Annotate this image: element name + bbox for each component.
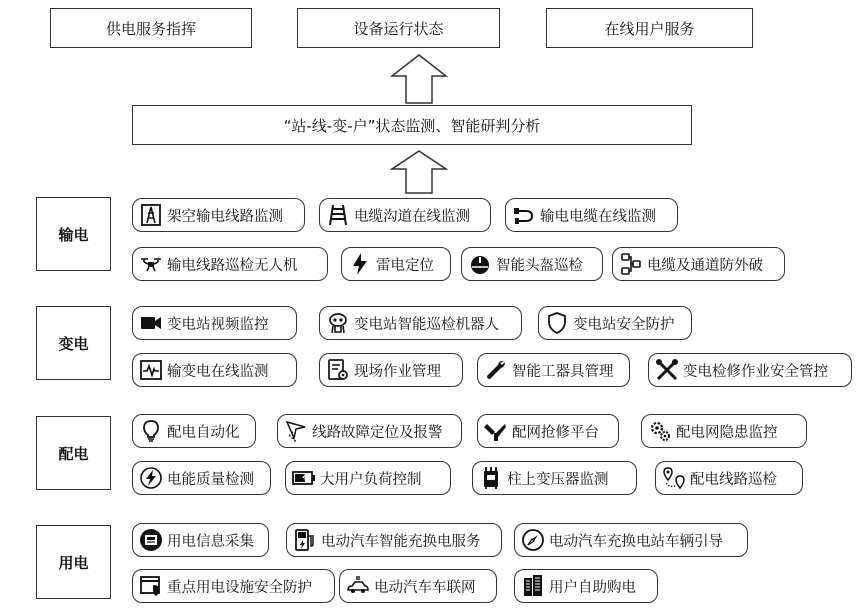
item-label: 线路故障定位及报警 (312, 424, 443, 441)
item-smart-helmet-inspection (461, 247, 603, 281)
video-camera-icon (139, 311, 163, 335)
pipeline-icon (619, 252, 643, 276)
item-transmission-cable-monitoring (505, 198, 678, 232)
item-label: 雷电定位 (376, 257, 434, 274)
electric-car-icon (346, 574, 370, 598)
item-pole-transformer-monitoring (472, 461, 637, 495)
item-label: 重点用电设施安全防护 (167, 579, 312, 596)
item-substation-security (538, 306, 692, 340)
item-power-quality-detection (132, 461, 271, 495)
category-distribution: 配电 (36, 416, 111, 490)
item-label: 电动汽车车联网 (374, 579, 476, 596)
item-label: 智能头盔巡检 (496, 257, 583, 274)
tools-cross-icon (655, 358, 679, 382)
item-fault-location-alarm (277, 414, 462, 448)
item-label: 电动汽车智能充换电服务 (321, 533, 481, 550)
item-maintenance-safety-control (648, 353, 852, 387)
item-label: 变电站安全防护 (573, 316, 675, 333)
drone-icon (139, 252, 163, 276)
power-circle-icon (139, 466, 163, 490)
item-overhead-line-monitoring (132, 198, 305, 232)
item-label: 柱上变压器监测 (507, 471, 609, 488)
item-label: 配电自动化 (167, 424, 240, 441)
item-distribution-automation (132, 414, 256, 448)
item-label: 大用户负荷控制 (320, 471, 422, 488)
item-ev-iov (339, 569, 497, 603)
charging-station-icon (293, 528, 317, 552)
item-label: 输电电缆在线监测 (540, 208, 656, 225)
item-label: 架空输电线路监测 (167, 208, 283, 225)
repair-tools-icon (484, 419, 508, 443)
wrench-icon (484, 358, 508, 382)
compass-icon (521, 528, 545, 552)
document-gear-icon (326, 358, 350, 382)
item-label: 变电站视频监控 (167, 316, 269, 333)
item-cable-trench-monitoring (319, 198, 491, 232)
robot-icon (326, 311, 350, 335)
meter-icon (139, 528, 163, 552)
item-lightning-location (341, 247, 451, 281)
item-field-work-management (319, 353, 463, 387)
gears-icon (648, 419, 672, 443)
item-substation-video (132, 306, 297, 340)
item-substation-robot (319, 306, 522, 340)
secure-window-icon (139, 574, 163, 598)
item-label: 电缆沟道在线监测 (354, 208, 470, 225)
item-key-facility-safety (132, 569, 335, 603)
lightbulb-icon (139, 419, 163, 443)
item-distribution-line-inspection (655, 461, 803, 495)
helmet-icon (468, 252, 492, 276)
item-label: 配网抢修平台 (512, 424, 599, 441)
top-box-supply-command: 供电服务指挥 (50, 8, 252, 48)
item-label: 现场作业管理 (354, 363, 441, 380)
analysis-box: “站-线-变-户”状态监测、智能研判分析 (132, 105, 692, 145)
building-icon (521, 574, 545, 598)
item-smart-tool-management (477, 353, 630, 387)
item-large-user-load-control (285, 461, 451, 495)
lightning-icon (348, 252, 372, 276)
upward-arrow-top (390, 54, 448, 104)
shield-icon (545, 311, 569, 335)
item-inspection-drone (132, 247, 328, 281)
cable-icon (512, 203, 536, 227)
item-hazard-monitoring (641, 414, 807, 448)
item-label: 电能质量检测 (167, 471, 254, 488)
category-transmission: 输电 (36, 197, 111, 271)
battery-icon (292, 466, 316, 490)
tower-icon (139, 203, 163, 227)
item-network-repair-platform (477, 414, 619, 448)
upward-arrow-bottom (390, 150, 448, 194)
category-consumption: 用电 (36, 525, 111, 599)
item-electricity-info-collection (132, 523, 269, 557)
item-label: 配电网隐患监控 (676, 424, 778, 441)
item-label: 配电线路巡检 (690, 471, 777, 488)
route-arrow-icon (284, 419, 308, 443)
item-ev-station-vehicle-guidance (514, 523, 748, 557)
item-label: 电缆及通道防外破 (647, 257, 763, 274)
category-substation: 变电 (36, 306, 111, 380)
top-box-equipment-status: 设备运行状态 (297, 8, 500, 48)
item-label: 用电信息采集 (167, 533, 254, 550)
item-label: 输变电在线监测 (167, 363, 269, 380)
map-pin-icon (662, 466, 686, 490)
item-label: 用户自助购电 (549, 579, 636, 596)
item-self-service-purchase (514, 569, 658, 603)
item-label: 变电站智能巡检机器人 (354, 316, 499, 333)
item-label: 电动汽车充换电站车辆引导 (549, 533, 723, 550)
transformer-icon (479, 466, 503, 490)
top-box-online-service: 在线用户服务 (546, 8, 753, 48)
item-label: 输电线路巡检无人机 (167, 257, 298, 274)
item-label: 变电检修作业安全管控 (683, 363, 828, 380)
item-cable-channel-protection (612, 247, 785, 281)
pulse-monitor-icon (139, 358, 163, 382)
item-label: 智能工器具管理 (512, 363, 614, 380)
ladder-icon (326, 203, 350, 227)
item-ev-charging-service (286, 523, 502, 557)
item-transmission-substation-monitoring (132, 353, 297, 387)
